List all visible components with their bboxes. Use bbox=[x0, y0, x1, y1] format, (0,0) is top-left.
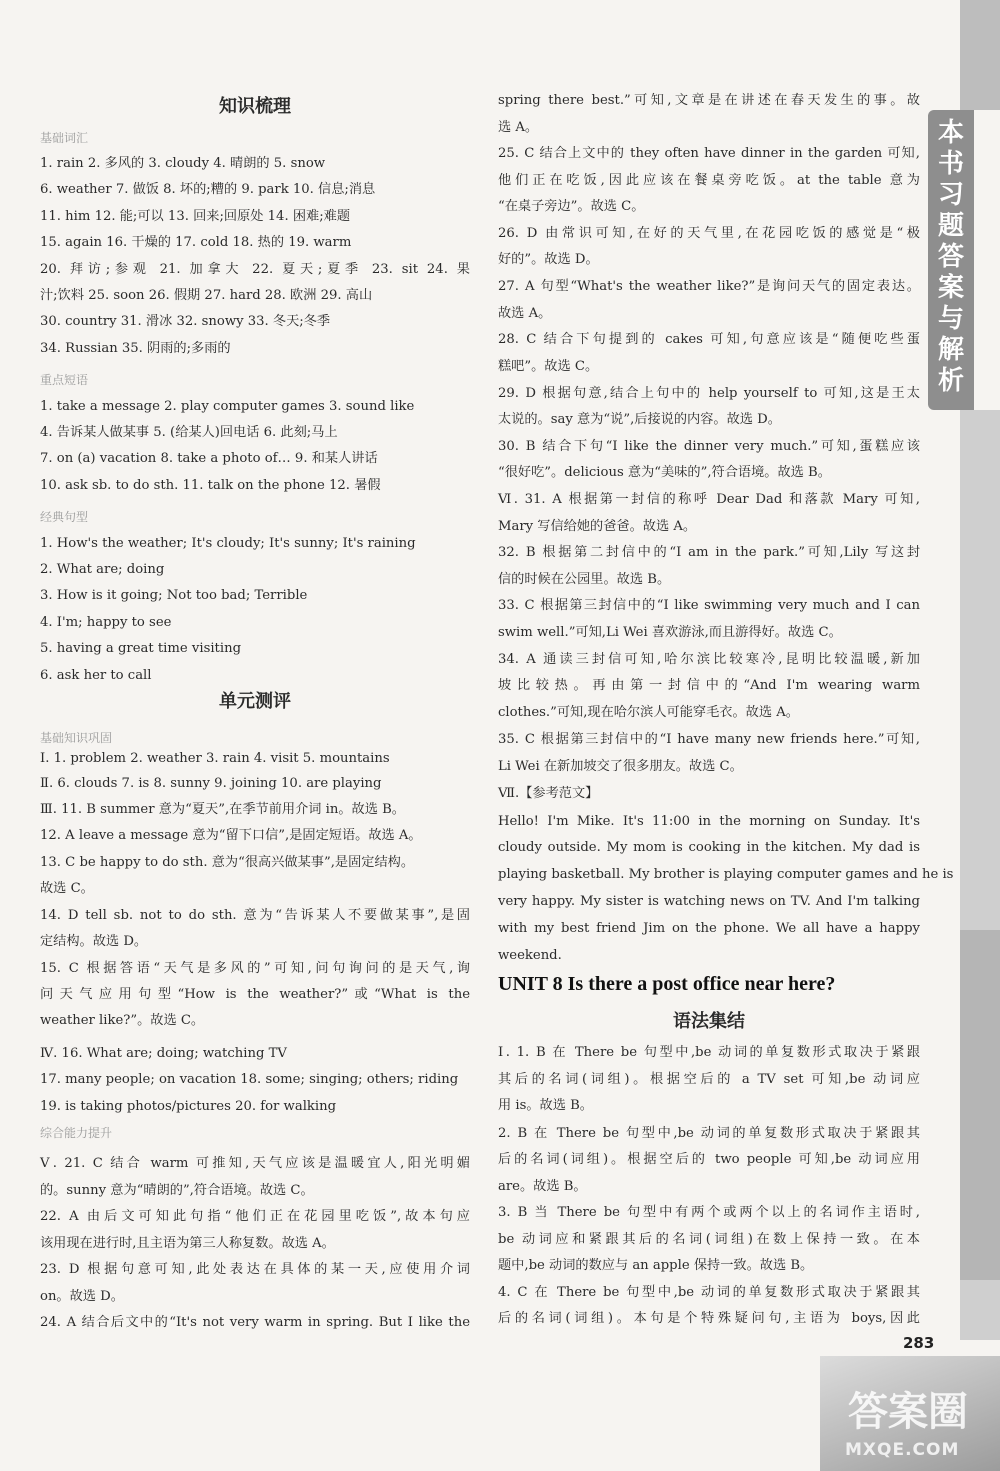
text-line: 23. D 根据句意可知,此处表达在具体的某一天,应使用介词 bbox=[40, 1262, 470, 1277]
text-line: clothes.”可知,现在哈尔滨人可能穿毛衣。故选 A。 bbox=[498, 705, 799, 720]
text-line: 27. A 句型“What's the weather like?”是询问天气的固定表达。 bbox=[498, 279, 920, 294]
side-tab-char: 与 bbox=[937, 304, 964, 334]
section-heading: 单元测评 bbox=[219, 691, 291, 712]
text-line: 该用现在进行时,且主语为第三人称复数。故选 A。 bbox=[40, 1236, 335, 1251]
text-line: 28. C 结合下句提到的 cakes 可知,句意应该是“随便吃些蛋 bbox=[498, 332, 920, 347]
side-tab-char: 析 bbox=[937, 366, 964, 396]
text-line: 17. many people; on vacation 18. some; singing; others; riding bbox=[40, 1072, 459, 1087]
text-line: 34. Russian 35. 阴雨的;多雨的 bbox=[40, 341, 231, 356]
text-line: 6. weather 7. 做饭 8. 坏的;糟的 9. park 10. 信息;消息 bbox=[40, 182, 376, 197]
text-line: weather like?”。故选 C。 bbox=[40, 1013, 205, 1028]
unit-title: UNIT 8 Is there a post office near here? bbox=[498, 973, 836, 995]
text-line: 6. ask her to call bbox=[40, 668, 152, 683]
text-line: 13. C be happy to do sth. 意为“很高兴做某事”,是固定结构。 bbox=[40, 855, 415, 870]
text-line: 29. D 根据句意,结合上句中的 help yourself to 可知,这是王太 bbox=[498, 386, 920, 401]
side-tab-char: 答 bbox=[937, 242, 964, 272]
text-line: 太说的。say 意为“说”,后接说的内容。故选 D。 bbox=[498, 412, 781, 427]
text-line: Ⅰ. 1. B 在 There be 句型中,be 动词的单复数形式取决于紧跟 bbox=[498, 1045, 920, 1060]
text-line: 问天气应用句型“How is the weather?”或“What is the bbox=[40, 987, 470, 1002]
text-line: 35. C 根据第三封信中的“I have many new friends here.”可知, bbox=[498, 732, 920, 747]
text-line: swim well.”可知,Li Wei 喜欢游泳,而且游得好。故选 C。 bbox=[498, 625, 842, 640]
subsection-label: 基础词汇 bbox=[40, 131, 89, 145]
text-line: 3. B 当 There be 句型中有两个或两个以上的名词作主语时, bbox=[498, 1205, 920, 1220]
watermark-domain: MXQE.COM bbox=[845, 1440, 960, 1460]
text-line: spring there best.”可知,文章是在讲述在春天发生的事。故 bbox=[498, 93, 920, 108]
text-line: playing basketball. My brother is playing computer games and he is bbox=[498, 867, 954, 882]
text-line: 1. take a message 2. play computer games 3. sound like bbox=[40, 399, 415, 414]
subsection-label: 经典句型 bbox=[40, 510, 89, 524]
text-line: 选 A。 bbox=[498, 120, 539, 135]
text-line: 33. C 根据第三封信中的“I like swimming very much and I can bbox=[498, 598, 920, 613]
text-line: 的。sunny 意为“晴朗的”,符合语境。故选 C。 bbox=[40, 1183, 314, 1198]
text-line: 5. having a great time visiting bbox=[40, 641, 242, 656]
text-line: 其后的名词(词组)。根据空后的 a TV set 可知,be 动词应 bbox=[498, 1072, 920, 1087]
side-tab-char: 解 bbox=[937, 335, 964, 365]
text-line: Li Wei 在新加坡交了很多朋友。故选 C。 bbox=[498, 759, 743, 774]
section-heading: 语法集结 bbox=[673, 1011, 745, 1032]
text-line: with my best friend Jim on the phone. We all have a happy bbox=[498, 921, 920, 936]
text-line: 定结构。故选 D。 bbox=[40, 934, 148, 949]
text-line: Ⅲ. 11. B summer 意为“夏天”,在季节前用介词 in。故选 B。 bbox=[40, 802, 405, 817]
text-line: 好的”。故选 D。 bbox=[498, 252, 599, 267]
text-line: Ⅱ. 6. clouds 7. is 8. sunny 9. joining 10. are playing bbox=[40, 776, 382, 791]
text-line: 20. 拜访;参观 21. 加拿大 22. 夏天;夏季 23. sit 24. 果 bbox=[40, 262, 470, 277]
text-line: 4. C 在 There be 句型中,be 动词的单复数形式取决于紧跟其 bbox=[498, 1285, 920, 1300]
side-strip-top bbox=[960, 0, 1000, 110]
text-line: 24. A 结合后文中的“It's not very warm in spring. But I like the bbox=[40, 1315, 470, 1330]
text-line: 糕吧”。故选 C。 bbox=[498, 359, 599, 374]
text-line: weekend. bbox=[498, 948, 562, 963]
text-line: are。故选 B。 bbox=[498, 1179, 587, 1194]
text-line: 他们正在吃饭,因此应该在餐桌旁吃饭。at the table 意为 bbox=[498, 173, 920, 188]
text-line: 故选 A。 bbox=[498, 306, 552, 321]
text-line: 坡比较热。再由第一封信中的“And I'm wearing warm bbox=[498, 678, 920, 693]
text-line: 14. D tell sb. not to do sth. 意为“告诉某人不要做某事”,是固 bbox=[40, 908, 470, 923]
page-number: 283 bbox=[903, 1334, 935, 1352]
side-tab-char: 书 bbox=[937, 149, 964, 179]
text-line: 4. 告诉某人做某事 5. (给某人)回电话 6. 此刻;马上 bbox=[40, 425, 338, 440]
text-line: 15. C 根据答语“天气是多风的”可知,问句询问的是天气,询 bbox=[40, 961, 470, 976]
text-line: 信的时候在公园里。故选 B。 bbox=[498, 572, 671, 587]
text-line: 19. is taking photos/pictures 20. for walking bbox=[40, 1099, 337, 1114]
text-line: 汁;饮料 25. soon 26. 假期 27. hard 28. 欧洲 29. 高山 bbox=[40, 288, 373, 303]
subsection-label: 重点短语 bbox=[40, 373, 89, 387]
text-line: 用 is。故选 B。 bbox=[498, 1098, 593, 1113]
section-heading: 知识梳理 bbox=[219, 96, 291, 117]
section-side-tab bbox=[928, 110, 974, 410]
text-line: Ⅳ. 16. What are; doing; watching TV bbox=[40, 1046, 287, 1061]
text-line: 11. him 12. 能;可以 13. 回来;回原处 14. 困难;难题 bbox=[40, 209, 351, 224]
text-line: Hello! I'm Mike. It's 11:00 in the morning on Sunday. It's bbox=[498, 814, 920, 829]
text-line: Ⅰ. 1. problem 2. weather 3. rain 4. visit 5. mountains bbox=[40, 751, 390, 766]
text-line: 32. B 根据第二封信中的“I am in the park.”可知,Lily 写这封 bbox=[498, 545, 920, 560]
text-line: 10. ask sb. to do sth. 11. talk on the phone 12. 暑假 bbox=[40, 478, 381, 493]
text-line: Ⅴ. 21. C 结合 warm 可推知,天气应该是温暖宜人,阳光明媚 bbox=[40, 1156, 470, 1171]
text-line: 30. B 结合下句“I like the dinner very much.”可知,蛋糕应该 bbox=[498, 439, 920, 454]
subsection-label: 综合能力提升 bbox=[40, 1126, 113, 1140]
text-line: 3. How is it going; Not too bad; Terrible bbox=[40, 588, 308, 603]
watermark-logo: 答案圈 bbox=[848, 1389, 968, 1435]
text-line: 7. on (a) vacation 8. take a photo of… 9. 和某人讲话 bbox=[40, 451, 378, 466]
text-line: 26. D 由常识可知,在好的天气里,在花园吃饭的感觉是“极 bbox=[498, 226, 920, 241]
side-tab-char: 习 bbox=[937, 180, 964, 210]
text-line: “在桌子旁边”。故选 C。 bbox=[498, 199, 645, 214]
text-line: on。故选 D。 bbox=[40, 1289, 124, 1304]
text-line: 12. A leave a message 意为“留下口信”,是固定短语。故选 A。 bbox=[40, 828, 422, 843]
text-line: 34. A 通读三封信可知,哈尔滨比较寒冷,昆明比较温暖,新加 bbox=[498, 652, 920, 667]
text-line: 30. country 31. 滑冰 32. snowy 33. 冬天;冬季 bbox=[40, 314, 331, 329]
side-tab-char: 题 bbox=[937, 211, 964, 241]
side-strip-lower bbox=[960, 930, 1000, 1280]
side-tab-char: 本 bbox=[937, 118, 964, 148]
text-line: Mary 写信给她的爸爸。故选 A。 bbox=[498, 519, 697, 534]
text-line: cloudy outside. My mom is cooking in the kitchen. My dad is bbox=[498, 840, 920, 855]
text-line: Ⅵ. 31. A 根据第一封信的称呼 Dear Dad 和落款 Mary 可知, bbox=[498, 492, 920, 507]
text-line: 后的名词(词组)。根据空后的 two people 可知,be 动词应用 bbox=[498, 1152, 920, 1167]
text-line: very happy. My sister is watching news on TV. And I'm talking bbox=[498, 894, 920, 909]
text-line: 2. What are; doing bbox=[40, 562, 165, 577]
text-line: 后的名词(词组)。本句是个特殊疑问句,主语为 boys,因此 bbox=[498, 1311, 920, 1326]
text-line: 1. How's the weather; It's cloudy; It's sunny; It's raining bbox=[40, 536, 416, 551]
text-line: 4. I'm; happy to see bbox=[40, 615, 172, 630]
text-line: 25. C 结合上文中的 they often have dinner in the garden 可知, bbox=[498, 146, 920, 161]
text-line: 故选 C。 bbox=[40, 881, 94, 896]
text-line: 1. rain 2. 多风的 3. cloudy 4. 晴朗的 5. snow bbox=[40, 156, 326, 171]
text-line: 2. B 在 There be 句型中,be 动词的单复数形式取决于紧跟其 bbox=[498, 1126, 920, 1141]
text-line: 15. again 16. 干燥的 17. cold 18. 热的 19. warm bbox=[40, 235, 352, 250]
text-line: 题中,be 动词的数应与 an apple 保持一致。故选 B。 bbox=[498, 1258, 814, 1273]
subsection-label: 基础知识巩固 bbox=[40, 731, 113, 745]
text-line: 22. A 由后文可知此句指“他们正在花园里吃饭”,故本句应 bbox=[40, 1209, 470, 1224]
side-tab-char: 案 bbox=[937, 273, 964, 303]
text-line: “很好吃”。delicious 意为“美味的”,符合语境。故选 B。 bbox=[498, 465, 831, 480]
text-line: Ⅶ.【参考范文】 bbox=[498, 786, 599, 801]
text-line: be 动词应和紧跟其后的名词(词组)在数上保持一致。在本 bbox=[498, 1232, 920, 1247]
